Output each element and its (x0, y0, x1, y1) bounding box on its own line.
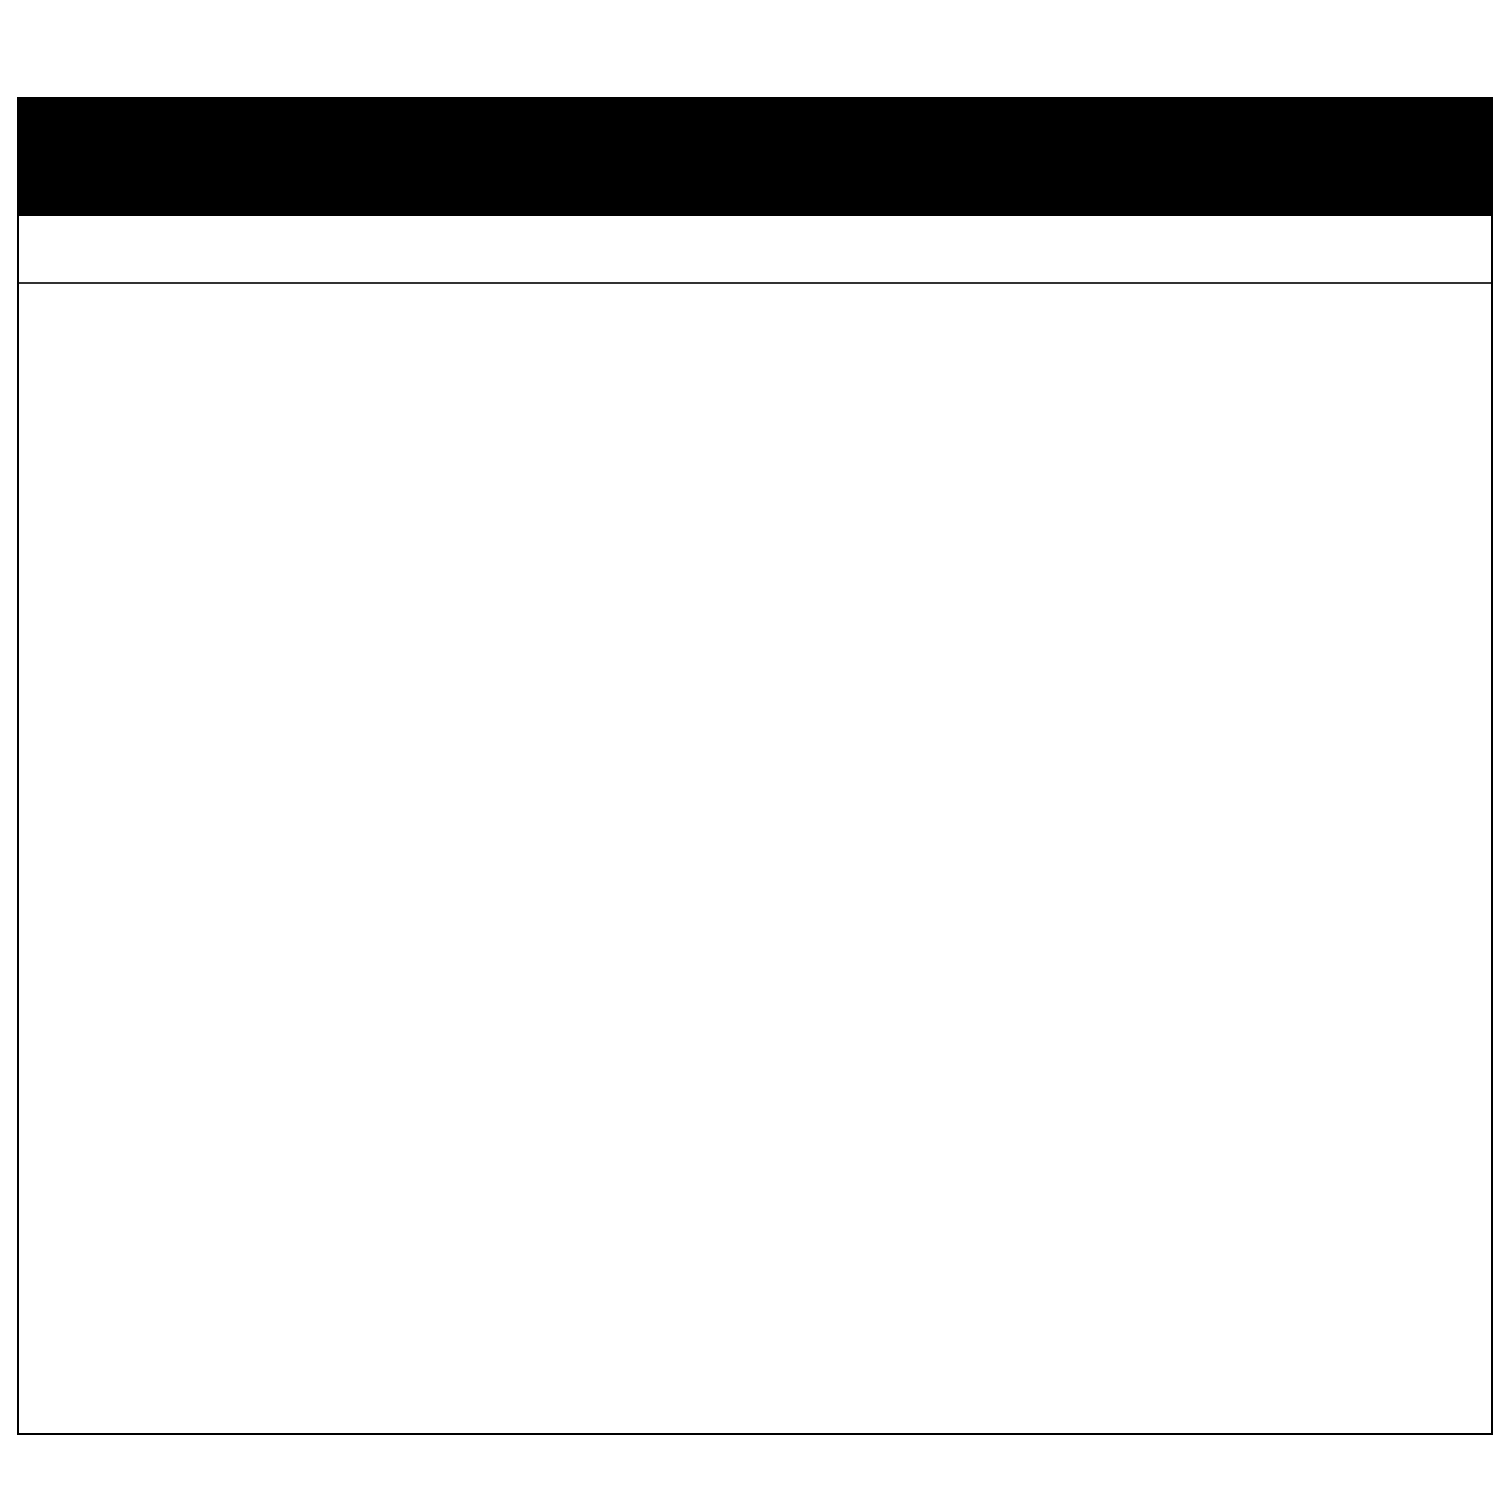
header-description (19, 216, 1368, 282)
title-bar (19, 99, 1491, 216)
spec-table (17, 97, 1493, 1435)
header-version (1368, 216, 1491, 282)
header-row (19, 216, 1491, 284)
